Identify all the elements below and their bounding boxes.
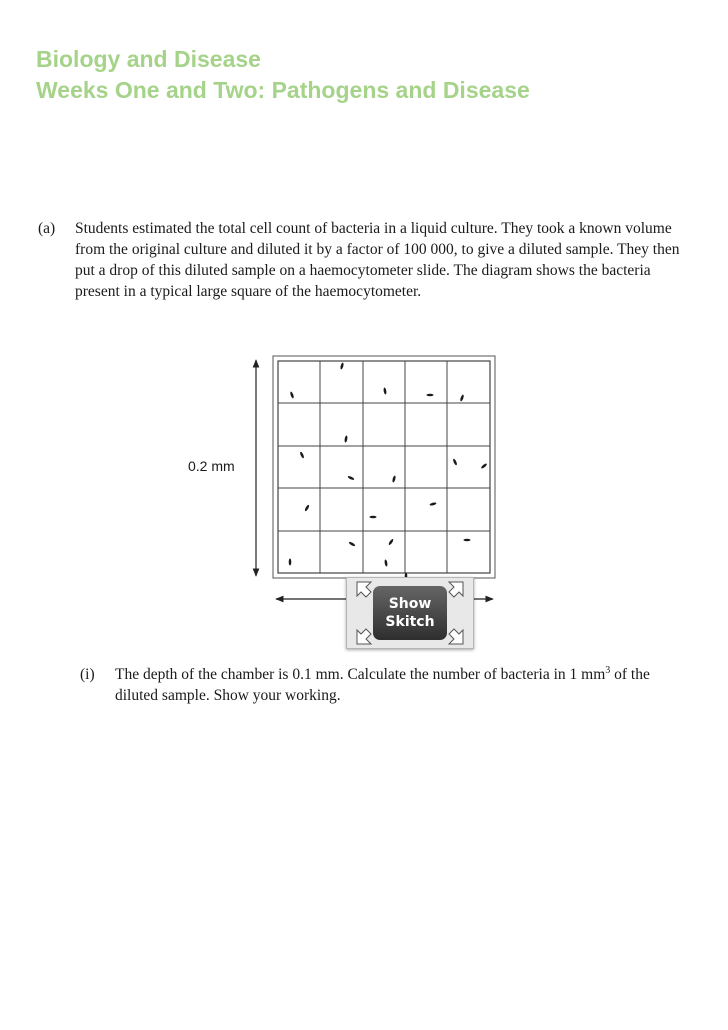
bacterium: [452, 458, 457, 465]
bacterium: [340, 362, 344, 369]
bacterium: [348, 541, 355, 547]
bacterium: [383, 387, 387, 394]
bacterium: [464, 539, 471, 542]
grid-lines: [278, 361, 490, 573]
bacterium: [344, 435, 348, 442]
grid-inner-frame: [278, 361, 490, 573]
bacterium: [304, 504, 310, 511]
question-a-label: (a): [38, 220, 56, 237]
bacterium: [347, 475, 354, 480]
show-skitch-line1: Show: [388, 596, 432, 612]
question-i-text: [115, 664, 690, 706]
bacterium: [384, 559, 388, 566]
bacteria: [289, 362, 488, 579]
unit-title: Weeks One and Two: Pathogens and Disease: [36, 77, 530, 103]
dimension-label: 0.2 mm: [188, 458, 235, 474]
bacterium: [392, 475, 396, 482]
question-i-text-before: The depth of the chamber is 0.1 mm. Calculate the number of bacteria in 1 mm: [115, 666, 606, 683]
bacterium: [289, 559, 292, 566]
question-i-text-after: of the diluted sample. Show your working.: [115, 666, 650, 704]
question-i: [80, 664, 690, 706]
skitch-overlay[interactable]: [346, 577, 474, 649]
show-skitch-button[interactable]: [373, 586, 447, 640]
cubic-superscript: 3: [605, 664, 611, 676]
course-title: Biology and Disease: [36, 46, 261, 72]
show-skitch-line2: Skitch: [385, 614, 435, 630]
bacterium: [388, 538, 394, 545]
bacterium: [370, 516, 377, 519]
bacterium: [480, 463, 487, 469]
bacterium: [290, 391, 295, 398]
question-a-text: Students estimated the total cell count of bacteria in a liquid culture. They took a known volume from the original culture and diluted it by a factor of 100 000, to give a diluted sample. They then put a drop of this diluted sample on a haemocytometer slide. The diagram shows the bacteria present in a typical large square of the haemocytometer.: [75, 220, 680, 300]
bacterium: [427, 394, 434, 397]
bacterium: [460, 394, 465, 401]
bacterium: [429, 502, 436, 506]
bacterium: [299, 451, 304, 458]
question-i-label: (i): [80, 666, 95, 683]
